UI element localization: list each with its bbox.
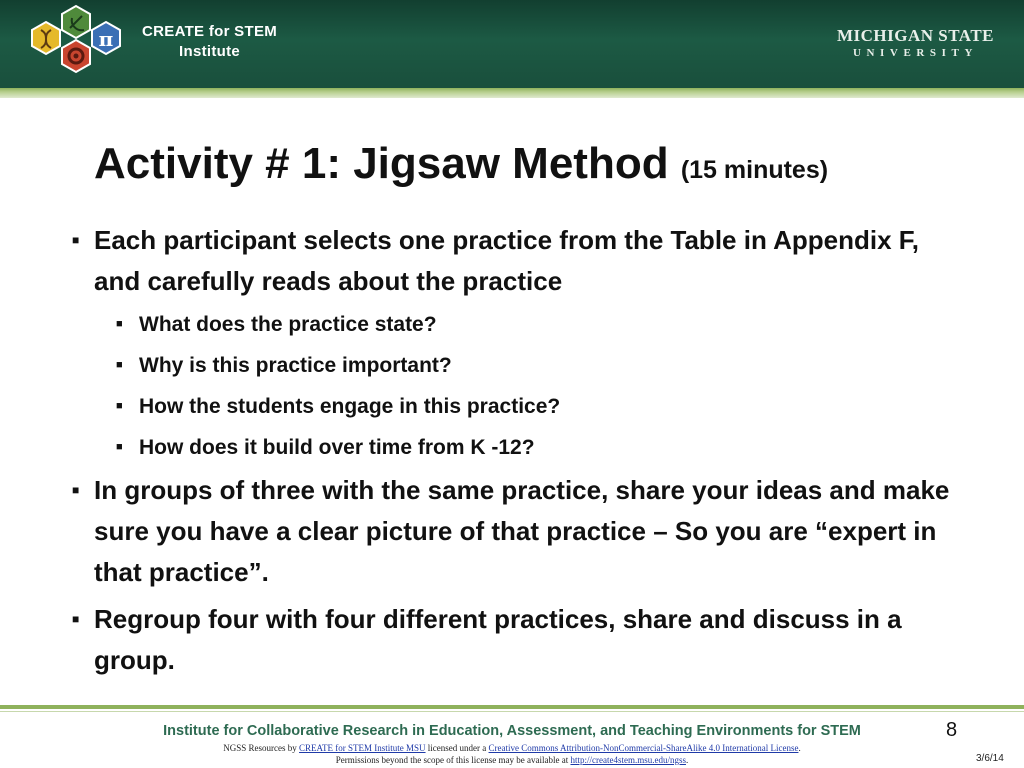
permissions-suffix: . — [685, 755, 689, 765]
square-bullet-icon: ■ — [116, 400, 123, 412]
sub-bullet-text: How does it build over time from K -12? — [139, 436, 535, 459]
brand-line-2: Institute — [179, 43, 241, 60]
create-for-stem-link[interactable]: CREATE for STEM Institute MSU — [299, 743, 426, 753]
bullet-text: Each participant selects one practice from the Table in Appendix F, and carefully reads about the practice — [94, 225, 919, 296]
license-link[interactable]: Creative Commons Attribution-NonCommercial-ShareAlike 4.0 International License — [488, 743, 799, 753]
sub-bullet-item — [72, 345, 972, 386]
sub-bullet-list — [72, 304, 972, 468]
sub-bullet-text: Why is this practice important? — [139, 354, 452, 377]
header-stripe — [0, 88, 1024, 98]
sub-bullet-text: What does the practice state? — [139, 313, 437, 336]
slide-content — [72, 220, 972, 687]
brand-line-1: CREATE for STEM — [142, 23, 278, 40]
university-name-line-1: MICHIGAN STATE — [836, 26, 994, 45]
header-bar — [0, 0, 1024, 88]
footer-divider — [0, 705, 1024, 709]
footer-divider-thin — [0, 711, 1024, 712]
sub-bullet-item — [72, 304, 972, 345]
page-number: 8 — [946, 719, 958, 741]
license-line — [0, 742, 1024, 754]
sub-bullet-text: How the students engage in this practice? — [139, 395, 561, 418]
bullet-item — [72, 220, 972, 302]
brand-name — [142, 22, 277, 62]
square-bullet-icon: ■ — [116, 441, 123, 453]
ngss-url-link[interactable]: http://create4stem.msu.edu/ngss — [570, 755, 686, 765]
bullet-item — [72, 470, 972, 593]
slide-title-main: Activity # 1: Jigsaw Method — [94, 139, 669, 188]
slide-title-duration: (15 minutes) — [680, 156, 829, 184]
create-for-stem-logo — [10, 0, 140, 88]
bullet-text: In groups of three with the same practice, share your ideas and make sure you have a clear picture of that practice – So you are “expert in that practice”. — [94, 475, 950, 587]
square-bullet-icon: ■ — [116, 359, 123, 371]
license-prefix: NGSS Resources by — [223, 743, 300, 753]
university-name-line-2: UNIVERSITY — [852, 47, 979, 59]
sub-bullet-item — [72, 386, 972, 427]
square-bullet-icon: ■ — [116, 318, 123, 330]
permissions-prefix: Permissions beyond the scope of this license may be available at — [335, 755, 571, 765]
slide-date: 3/6/14 — [976, 753, 1004, 764]
bullet-text: Regroup four with four different practices, share and discuss in a group. — [94, 604, 902, 675]
permissions-line — [0, 754, 1024, 766]
license-middle: licensed under a — [425, 743, 489, 753]
slide-title — [94, 134, 828, 200]
license-suffix: . — [798, 743, 801, 753]
sub-bullet-item — [72, 427, 972, 468]
svg-text:π: π — [98, 27, 114, 51]
university-logo — [837, 26, 994, 60]
square-bullet-icon: ■ — [72, 483, 80, 497]
bullet-item — [72, 599, 972, 681]
square-bullet-icon: ■ — [72, 233, 80, 247]
square-bullet-icon: ■ — [72, 612, 80, 626]
footer-title: Institute for Collaborative Research in Education, Assessment, and Teaching Environments for STEM — [163, 723, 861, 739]
